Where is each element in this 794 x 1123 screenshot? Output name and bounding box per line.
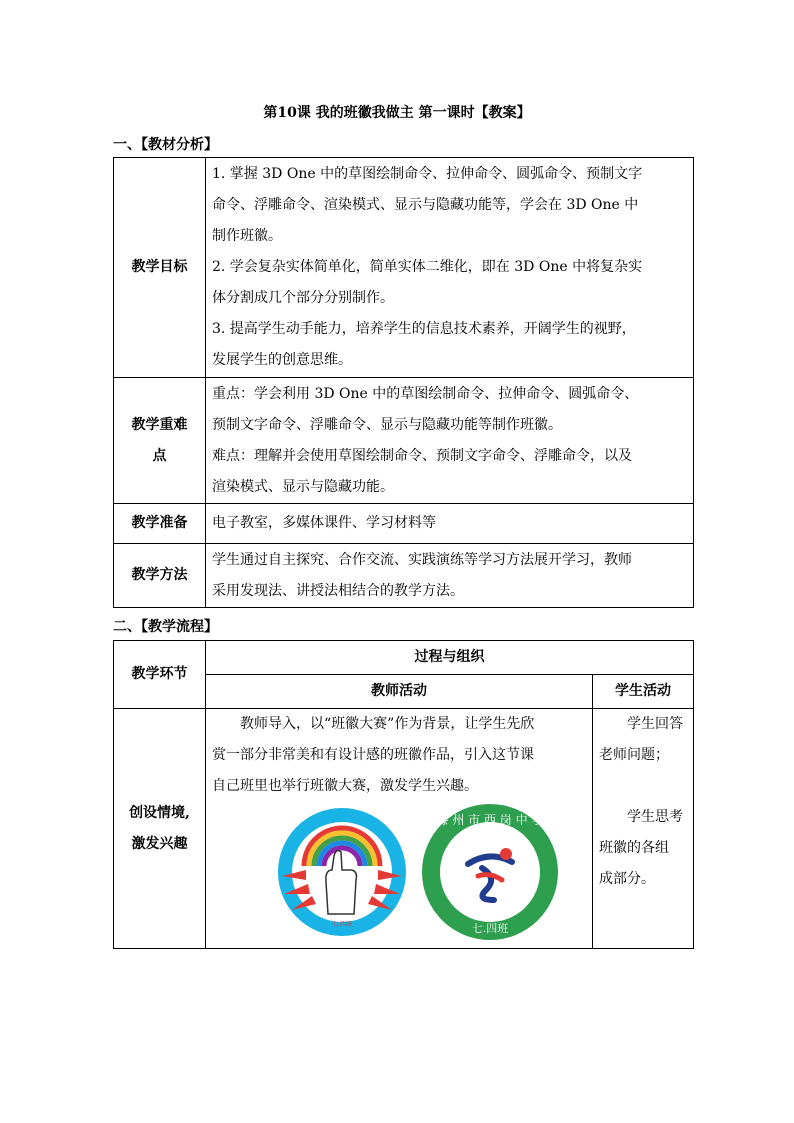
teacher-line: 赏一部分非常美和有设计感的班徽作品，引入这节课: [212, 747, 534, 763]
row-preparation: [114, 504, 694, 544]
method-label: 教学方法: [114, 544, 206, 608]
key-line: 重点：学会利用 3D One 中的草图绘制命令、拉伸命令、圆弧命令、: [212, 385, 639, 402]
document-title: 第10课 我的班徽我做主 第一课时【教案】: [263, 105, 531, 121]
col-student-header: 学生活动: [593, 675, 694, 709]
row-method: [114, 544, 694, 608]
student-para-2: 学生思考 班徽的各组 成部分。: [599, 809, 683, 887]
key-line: 难点：理解并会使用草图绘制命令、预制文字命令、浮雕命令，以及: [212, 447, 632, 464]
goal-line: 体分割成几个部分分别制作。: [212, 290, 394, 306]
section-heading-analysis: 一、【教材分析】: [113, 137, 218, 153]
goal-line: 2. 学会复杂实体简单化，简单实体二维化，即在 3D One 中将复杂实: [212, 259, 643, 275]
method-line: 学生通过自主探究、合作交流、实践演练等学习方法展开学习，教师: [212, 551, 632, 568]
goal-line: 命令、浮雕命令、渲染模式、显示与隐藏功能等，学会在 3D One 中: [212, 197, 639, 213]
goal-content: [206, 158, 694, 378]
key-content: [206, 378, 694, 504]
flow-table: [113, 640, 694, 949]
section-heading-flow: 二、【教学流程】: [113, 619, 218, 635]
badge-images: [212, 802, 586, 942]
row-key-points: [114, 378, 694, 504]
badge2-ring-text: 滕 州 市 西 岗 中 学: [436, 813, 544, 827]
badge-school: [420, 802, 560, 942]
teacher-line: 自己班里也举行班徽大赛，激发学生兴趣。: [212, 778, 478, 794]
student-activity: [593, 709, 694, 949]
teacher-line: 教师导入，以“班徽大赛”作为背景，让学生先欣: [240, 716, 535, 732]
method-content: [206, 544, 694, 608]
badge2-bottom-text: 七.四班: [471, 922, 509, 935]
goal-line: 发展学生的创意思维。: [212, 352, 352, 368]
method-line: 采用发现法、讲授法相结合的教学方法。: [212, 582, 464, 599]
col-stage-header: 教学环节: [114, 641, 206, 709]
badge-hand-rainbow: [276, 806, 408, 938]
key-label: 教学重难 点: [114, 378, 206, 504]
row-teaching-goals: [114, 158, 694, 378]
badge1-caption: 七.四班: [332, 921, 352, 928]
goal-line: 3. 提高学生动手能力，培养学生的信息技术素养，开阔学生的视野，: [212, 321, 636, 337]
col-process-header: 过程与组织: [206, 641, 694, 675]
stage-label: 创设情境, 激发兴趣: [114, 709, 206, 949]
teacher-activity: [206, 709, 593, 949]
col-teacher-header: 教师活动: [206, 675, 593, 709]
prep-content: 电子教室，多媒体课件、学习材料等: [206, 504, 694, 544]
goal-line: 制作班徽。: [212, 228, 282, 244]
student-para-1: 学生回答 老师问题；: [599, 716, 683, 763]
goal-label: 教学目标: [114, 158, 206, 378]
key-line: 预制文字命令、浮雕命令、显示与隐藏功能等制作班徽。: [212, 416, 562, 433]
analysis-table: [113, 157, 694, 608]
flow-row-intro: [114, 709, 694, 949]
goal-line: 1. 掌握 3D One 中的草图绘制命令、拉伸命令、圆弧命令、预制文字: [212, 166, 643, 182]
key-line: 渲染模式、显示与隐藏功能。: [212, 478, 394, 495]
prep-label: 教学准备: [114, 504, 206, 544]
